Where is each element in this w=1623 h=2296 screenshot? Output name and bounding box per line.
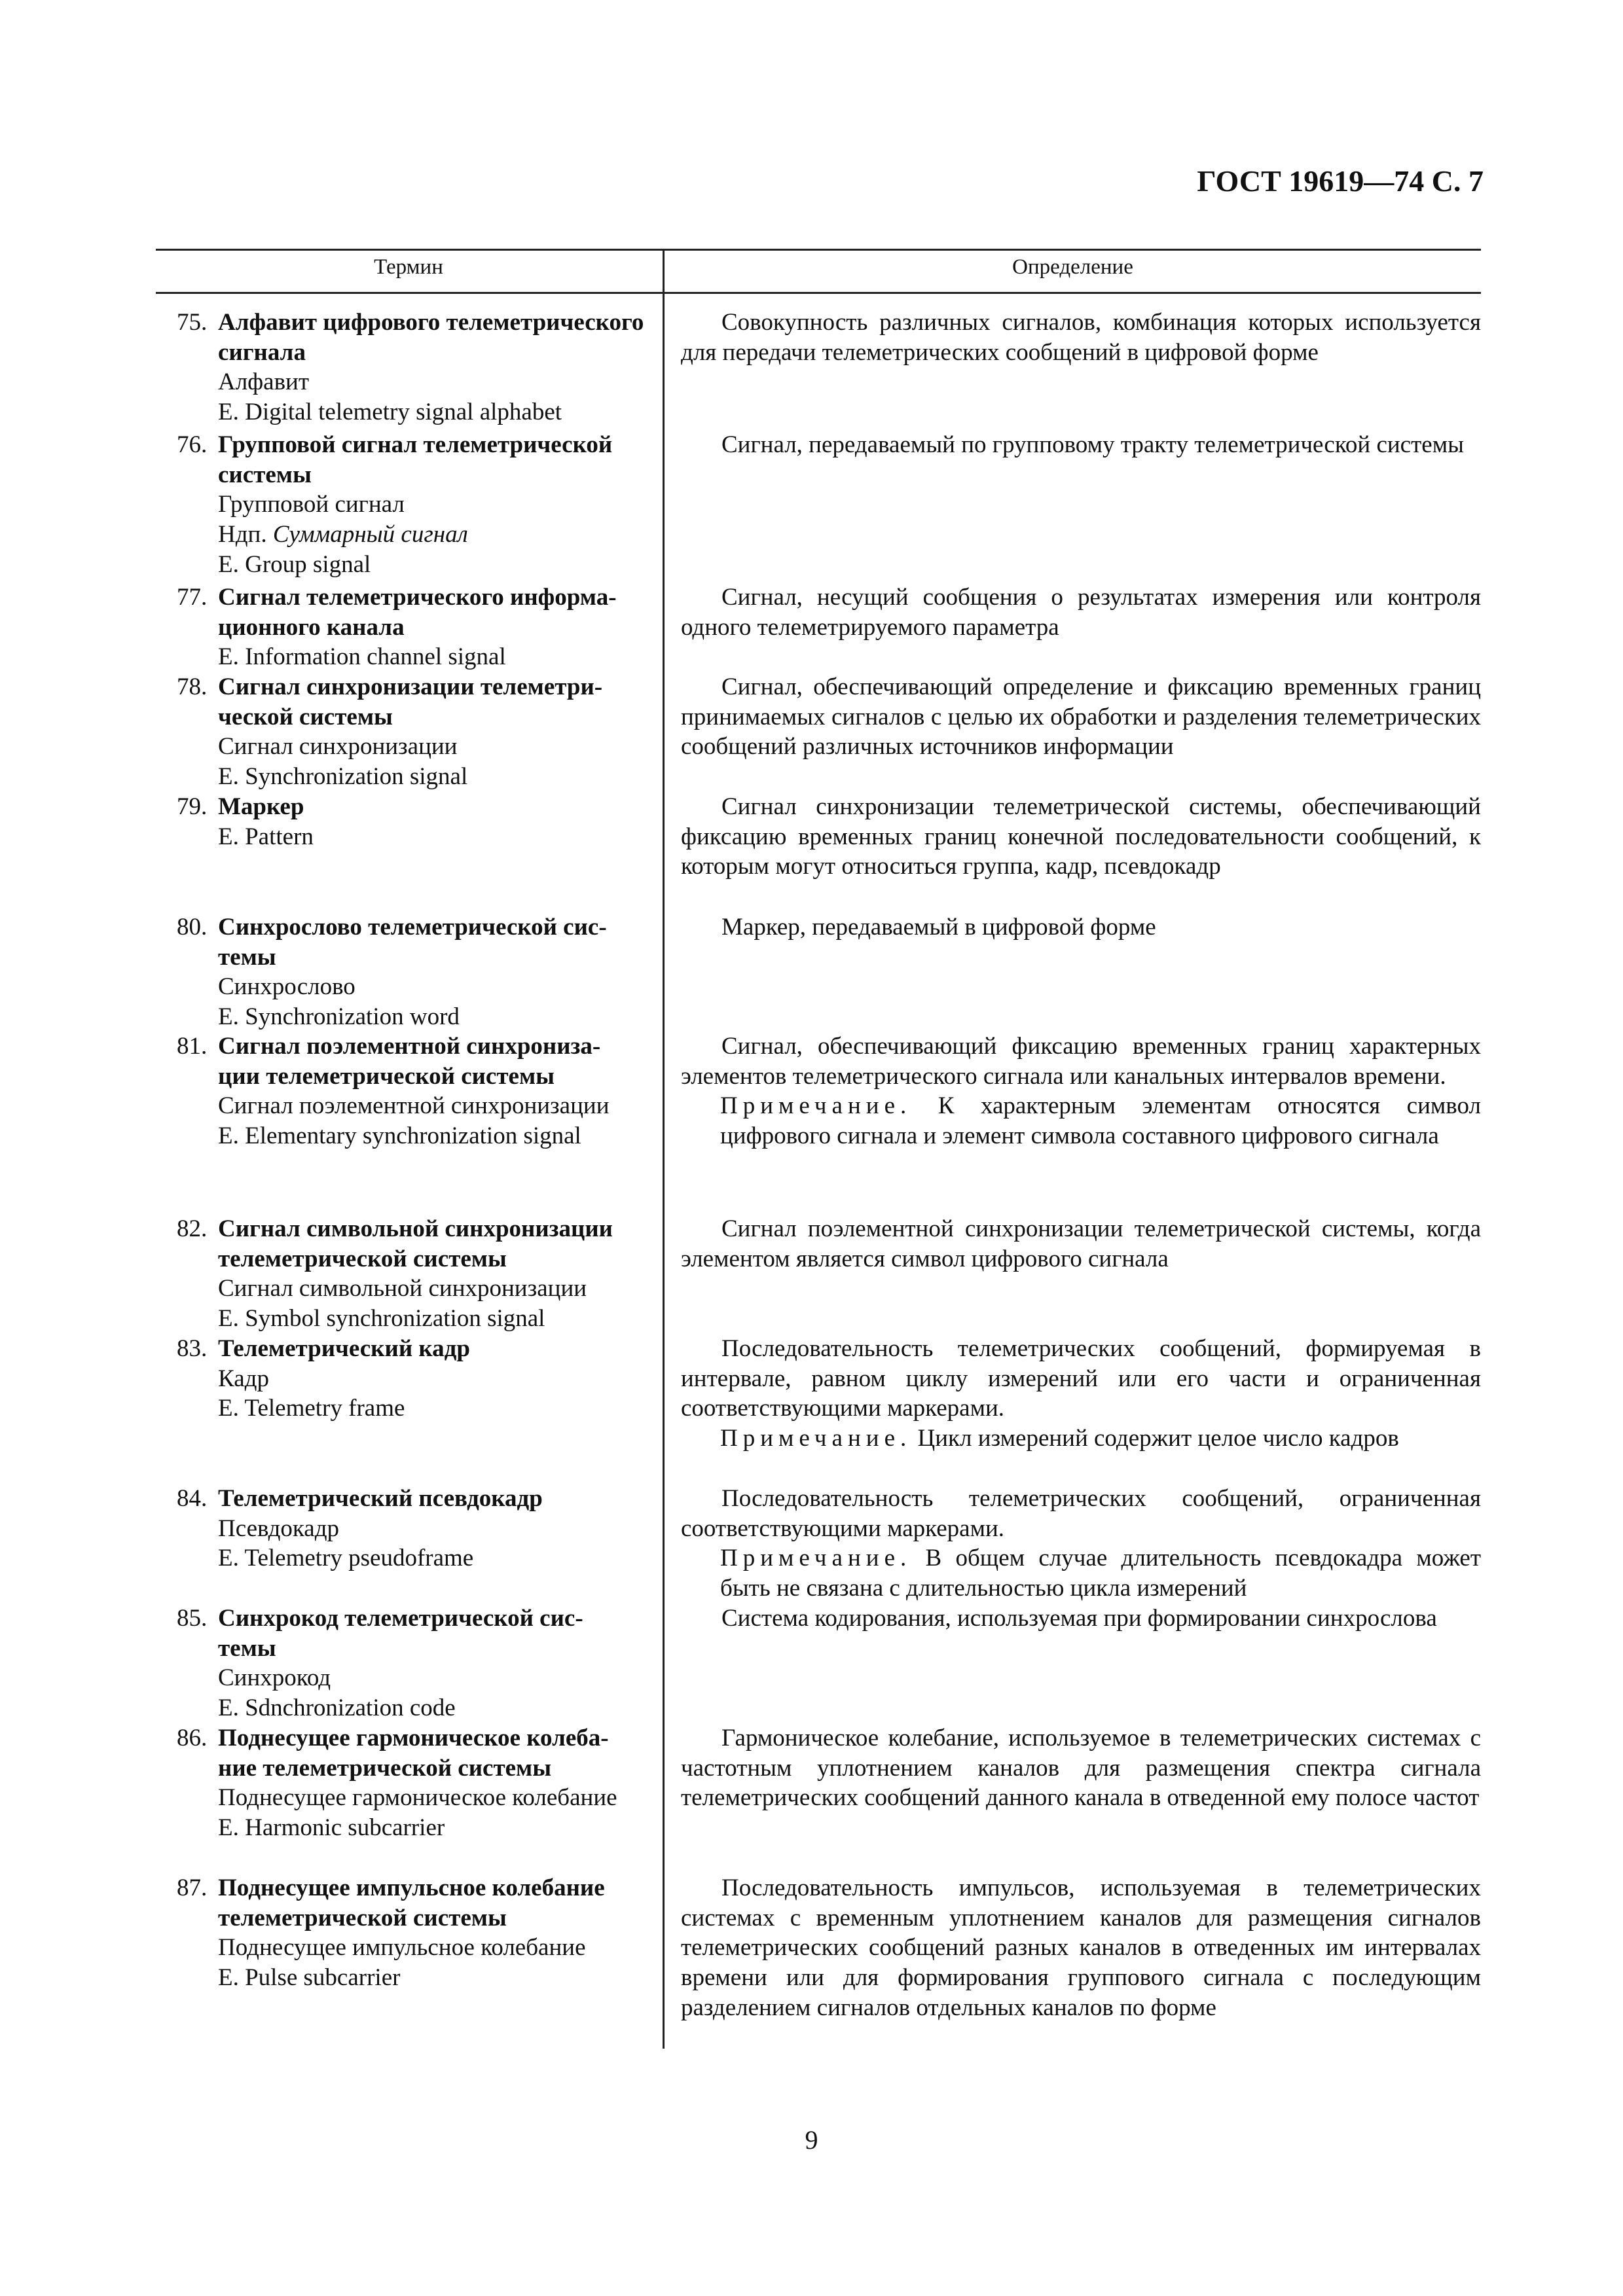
term-english: E. Pulse subcarrier [218,1964,401,1992]
definition-cell [681,308,1481,367]
term-english: E. Group signal [218,550,371,578]
term-short-form: Синхрослово [218,973,356,1001]
term-number: 86. [177,1725,208,1751]
term-number: 84. [177,1485,208,1512]
definition-text: Маркер, передаваемый в цифровой форме [721,914,1156,941]
term-title-text: Групповой сигнал телеметрической [218,431,613,458]
definition-text: Последовательность телеметрических сообщений, ограниченная соответствующими маркерами. [681,1485,1481,1542]
term-title [177,1873,651,1903]
definition-text: Сигнал поэлементной синхронизации телеметрической системы, когда элементом является символ цифрового сигнала [681,1215,1481,1272]
column-header-term: Термин [374,255,443,279]
definition-text: Последовательность телеметрических сообщений, формируемая в интервале, равном циклу измерений или его части и ограниченная соответствующими маркерами. [681,1335,1481,1422]
term-number: 75. [177,309,208,336]
term-cell [177,583,651,672]
definition-text: Совокупность различных сигналов, комбинация которых используется для передачи телеметрических сообщений в цифровой форме [681,309,1481,366]
term-title-text: Поднесущее импульсное колебание [218,1874,605,1901]
term-english: E. Information channel signal [218,643,506,671]
definition-note [681,1543,1481,1603]
term-title-continuation: телеметрической системы [218,1904,507,1931]
note-label: Примечание. [720,1545,912,1572]
term-title-continuation: ческой системы [218,703,393,730]
term-short-form: Синхрокод [218,1664,331,1692]
definition-text: Сигнал, обеспечивающий определение и фиксацию временных границ принимаемых сигналов с целью их обработки и разделения телеметрических сообщений различных источников информации [681,673,1481,761]
term-english: E. Synchronization signal [218,763,468,791]
term-title-continuation: темы [218,1634,276,1662]
term-title-text: Сигнал поэлементной синхрониза- [218,1033,601,1060]
definition-cell [681,1873,1481,2023]
term-english: E. Sdnchronization code [218,1695,456,1722]
term-short-form: Сигнал символьной синхронизации [218,1275,587,1302]
not-allowed-term: Суммарный сигнал [272,521,468,548]
term-title-continuation: сигнала [218,338,306,366]
definition-cell [681,672,1481,762]
term-title [177,583,651,613]
term-number: 77. [177,584,208,611]
term-cell [177,672,651,792]
term-title-text: Алфавит цифрового телеметрического [218,309,644,336]
definition-cell [681,1214,1481,1274]
term-title [177,1334,651,1364]
term-number: 81. [177,1033,208,1060]
column-header-definition: Определение [1012,255,1133,279]
term-cell [177,1214,651,1334]
term-title-text: Синхрокод телеметрической сис- [218,1605,583,1632]
definition-cell [681,1484,1481,1604]
definition-cell [681,912,1481,942]
term-title [177,1723,651,1753]
term-short-form: Поднесущее гармоническое колебание [218,1784,617,1812]
column-divider [663,249,665,2049]
term-english: E. Telemetry pseudoframe [218,1545,474,1572]
term-short-form: Кадр [218,1365,269,1392]
definition-note [681,1424,1481,1454]
term-short-form: Поднесущее импульсное колебание [218,1934,586,1962]
term-not-allowed [177,520,651,550]
term-title [177,1484,651,1514]
definition-text: Последовательность импульсов, используемая в телеметрических системах с временным уплотнением каналов для размещения сигналов телеметрических сообщений разных каналов в отведенных им интервалах времени или для формирования группового сигнала с последующим разделением сигналов отдельных каналов по форме [681,1874,1481,2021]
term-title-text: Сигнал телеметрического информа- [218,584,617,611]
definition-text: Сигнал, передаваемый по групповому тракту телеметрической системы [721,431,1464,458]
term-number: 83. [177,1335,208,1362]
term-short-form: Алфавит [218,368,310,396]
term-title-text: Телеметрический кадр [218,1335,470,1362]
term-number: 85. [177,1605,208,1632]
definition-cell [681,430,1481,460]
table-head-rule [156,292,1481,294]
term-cell [177,1723,651,1843]
term-english: E. Symbol synchronization signal [218,1305,545,1333]
definition-text: Система кодирования, используемая при формировании синхрослова [721,1605,1437,1632]
not-allowed-label: Ндп. [218,521,267,548]
term-cell [177,792,651,852]
page-header: ГОСТ 19619—74 С. 7 [1197,164,1484,198]
term-number: 78. [177,673,208,700]
table-top-rule [156,249,1481,251]
term-title-continuation: ции телеметрической системы [218,1062,555,1090]
term-english: E. Digital telemetry signal alphabet [218,399,562,426]
term-english: E. Telemetry frame [218,1395,405,1422]
term-title [177,672,651,702]
term-title [177,792,651,822]
definition-cell [681,1723,1481,1813]
term-short-form: Псевдокадр [218,1515,340,1542]
definition-cell [681,1604,1481,1634]
note-label: Примечание. [720,1425,912,1452]
term-title-text: Маркер [218,793,304,820]
term-number: 79. [177,793,208,820]
term-cell [177,1873,651,1993]
term-number: 82. [177,1215,208,1242]
note-text: Цикл измерений содержит целое число кадров [917,1425,1399,1452]
definition-text: Сигнал синхронизации телеметрической системы, обеспечивающий фиксацию временных границ конечной последовательности сообщений, к которым могут относиться группа, кадр, псевдокадр [681,793,1481,880]
definition-text: Гармоническое колебание, используемое в телеметрических системах с частотным уплотнением каналов для размещения спектра сигнала телеметрических сообщений данного канала в отведенной ему полосе частот [681,1725,1481,1812]
term-title-text: Телеметрический псевдокадр [218,1485,543,1512]
term-cell [177,1334,651,1424]
term-title [177,1604,651,1634]
term-title [177,1031,651,1062]
term-title-text: Поднесущее гармоническое колеба- [218,1725,609,1751]
term-title [177,912,651,942]
note-text: К характерным элементам относятся символ цифрового сигнала и элемент символа составного цифрового сигнала [720,1092,1482,1150]
definition-cell [681,583,1481,642]
term-number: 76. [177,431,208,458]
term-title-text: Сигнал синхронизации телеметри- [218,673,603,700]
term-short-form: Сигнал синхронизации [218,733,458,761]
term-cell [177,1604,651,1723]
term-title-text: Сигнал символьной синхронизации [218,1215,613,1242]
term-title-continuation: системы [218,461,312,488]
term-title [177,1214,651,1244]
term-short-form: Сигнал поэлементной синхронизации [218,1092,610,1120]
note-text: В общем случае длительность псевдокадра может быть не связана с длительностью цикла измерений [720,1545,1481,1602]
definition-cell [681,1334,1481,1454]
note-label: Примечание. [720,1092,912,1120]
term-title-text: Синхрослово телеметрической сис- [218,914,607,941]
term-number: 87. [177,1874,208,1901]
term-number: 80. [177,914,208,941]
term-english: E. Synchronization word [218,1003,460,1031]
term-title-continuation: телеметрической системы [218,1245,507,1272]
term-english: E. Elementary synchronization signal [218,1122,581,1150]
definition-cell [681,792,1481,882]
definition-note [681,1091,1481,1151]
term-english: E. Pattern [218,823,314,850]
term-short-form: Групповой сигнал [218,491,405,518]
term-title [177,308,651,338]
term-title-continuation: ние телеметрической системы [218,1754,552,1782]
term-title-continuation: ционного канала [218,613,405,641]
term-title-continuation: темы [218,943,276,971]
term-cell [177,1031,651,1151]
page-number: 9 [805,2125,818,2155]
definition-text: Сигнал, несущий сообщения о результатах измерения или контроля одного телеметрируемого параметра [681,584,1481,641]
term-english: E. Harmonic subcarrier [218,1814,445,1842]
term-cell [177,912,651,1032]
term-cell [177,430,651,580]
term-cell [177,308,651,427]
term-title [177,430,651,460]
term-cell [177,1484,651,1573]
definition-cell [681,1031,1481,1151]
definition-text: Сигнал, обеспечивающий фиксацию временных границ характерных элементов телеметрического сигнала или канальных интервалов времени. [681,1033,1481,1090]
